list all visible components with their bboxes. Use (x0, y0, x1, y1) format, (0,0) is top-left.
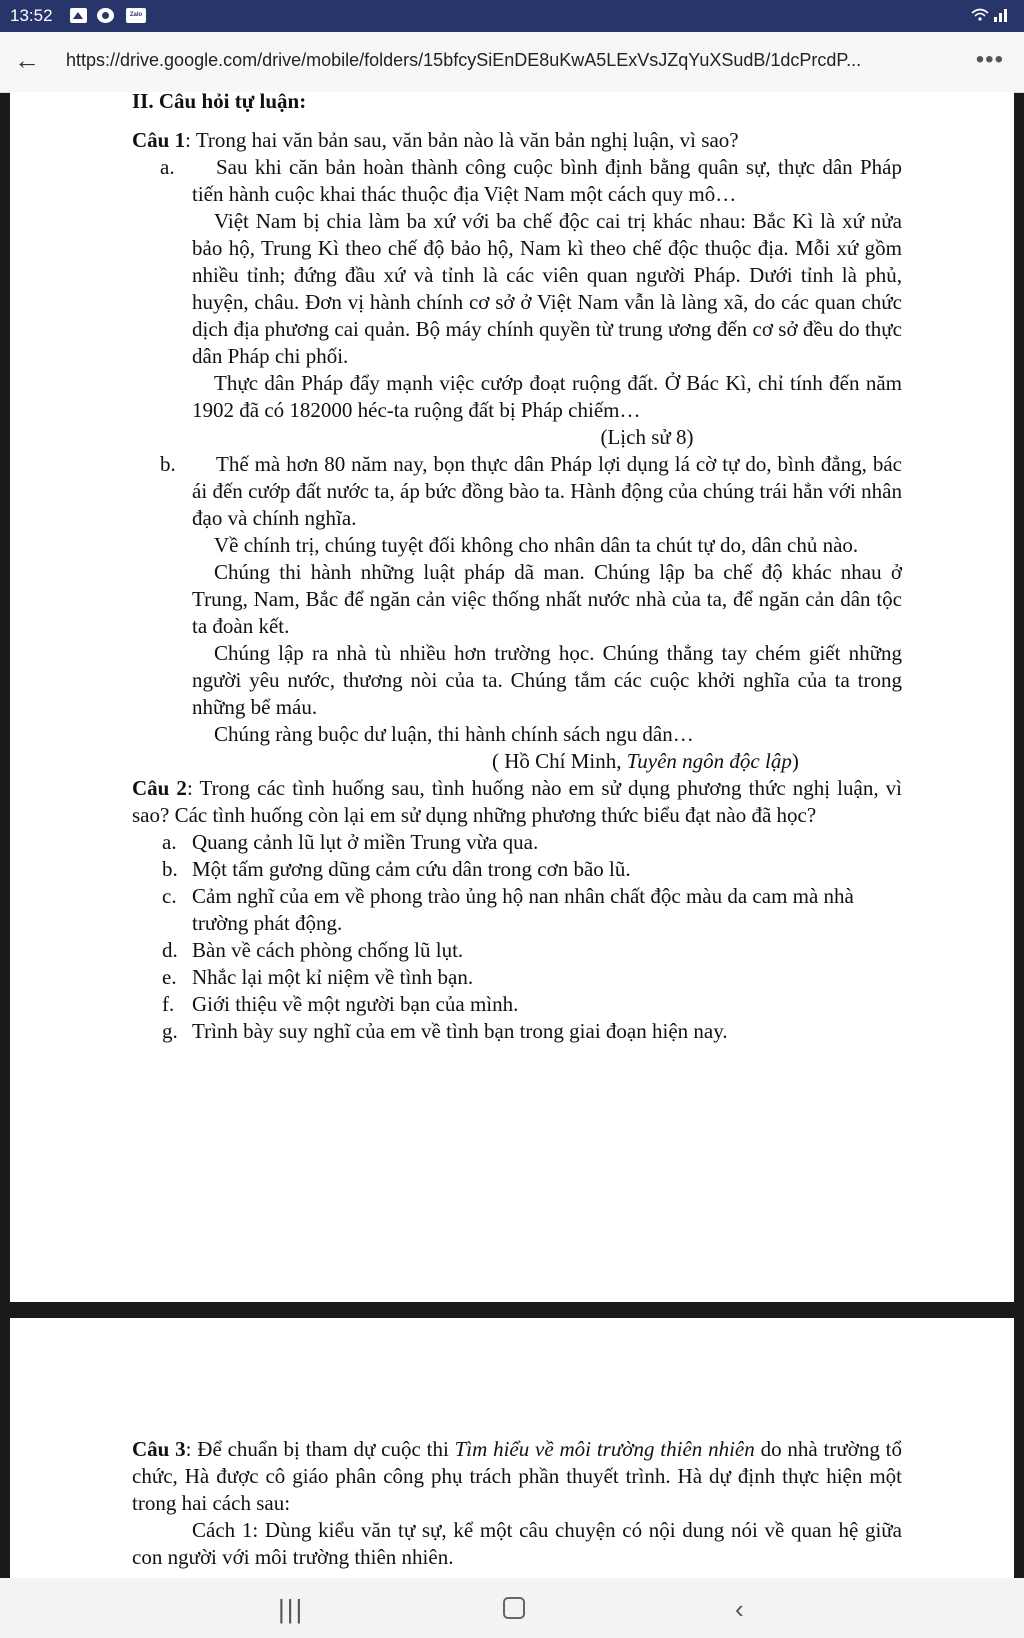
list-item-label: b. (162, 857, 178, 881)
q1-a-para2: Việt Nam bị chia làm ba xứ với ba chế độc cai trị khác nhau: Bắc Kì là xứ nửa bảo hộ, Trung Kì theo chế độ bảo hộ, Nam kì theo chế độc thuộc địa. Mỗi xứ gồm nhiều tỉnh; đứng đầu xứ và tỉnh là các viên quan người Pháp. Dưới tỉnh là phủ, huyện, châu. Đơn vị hành chính cơ sở ở Việt Nam vẫn là làng xã, do các quan chức dịch địa phương cai quản. Bộ máy chính quyền từ trung ương đến cơ sở đều do thực dân Pháp chi phối. (192, 209, 902, 368)
q1-b-para2: Về chính trị, chúng tuyệt đối không cho nhân dân ta chút tự do, dân chủ nào. (214, 533, 859, 557)
list-item (132, 991, 902, 1018)
question-1 (132, 127, 902, 154)
question-3-label: Câu 3 (132, 1437, 186, 1461)
section-heading: II. Câu hỏi tự luận: (132, 92, 307, 113)
zalo-icon: Zalo (126, 8, 146, 23)
list-item-text: Bàn về cách phòng chống lũ lụt. (192, 938, 464, 962)
question-2-text: : Trong các tình huống sau, tình huống nào em sử dụng phương thức nghị luận, vì sao? Các tình huống còn lại em sử dụng những phương thức biểu đạt nào đã học? (132, 776, 902, 827)
system-nav-bar (0, 1578, 1024, 1638)
list-item-label: c. (162, 884, 177, 908)
q2-list (132, 829, 902, 1045)
home-icon[interactable] (503, 1597, 525, 1619)
recent-apps-icon[interactable]: ||| (278, 1594, 305, 1624)
question-3 (132, 1436, 902, 1517)
list-item-label: a. (162, 830, 177, 854)
question-1-label: Câu 1 (132, 128, 186, 152)
more-horizontal-icon[interactable]: ••• (975, 46, 1004, 73)
list-item-label: g. (162, 1019, 178, 1043)
q1-a-para1: Sau khi căn bản hoàn thành công cuộc bình định bằng quân sự, thực dân Pháp tiến hành cuộc khai thác thuộc địa Việt Nam một cách quy mô… (192, 155, 902, 206)
question-1-text: : Trong hai văn bản sau, văn bản nào là văn bản nghị luận, vì sao? (185, 128, 739, 152)
signal-icon (970, 7, 1010, 23)
q1-a-para3: Thực dân Pháp đẩy mạnh việc cướp đoạt ruộng đất. Ở Bác Kì, chỉ tính đến năm 1902 đã có 182000 héc-ta ruộng đất bị Pháp chiếm… (192, 371, 902, 422)
list-item (132, 1018, 902, 1045)
q1-b-source (132, 748, 902, 775)
q3-method-1: Cách 1: Dùng kiểu văn tự sự, kể một câu chuyện có nội dung nói về quan hệ giữa con người với môi trường thiên nhiên. (132, 1518, 902, 1569)
q1-item-a (132, 154, 902, 208)
list-item-text: Quang cảnh lũ lụt ở miền Trung vừa qua. (192, 830, 539, 854)
browser-url-bar (0, 32, 1024, 93)
document-page-1 (10, 92, 1014, 1302)
q1-item-a-label: a. (160, 155, 175, 179)
list-item-text: Trình bày suy nghĩ của em về tình bạn trong giai đoạn hiện nay. (192, 1019, 728, 1043)
list-item-label: d. (162, 938, 178, 962)
q1-b-para5: Chúng ràng buộc dư luận, thi hành chính sách ngu dân… (214, 722, 694, 746)
question-3-text-before: : Để chuẩn bị tham dự cuộc thi (185, 1437, 455, 1461)
list-item-text: Nhắc lại một kỉ niệm về tình bạn. (192, 965, 474, 989)
list-item (132, 856, 902, 883)
list-item (132, 964, 902, 991)
list-item-text: Một tấm gương dũng cảm cứu dân trong cơn bão lũ. (192, 857, 631, 881)
list-item (132, 937, 902, 964)
q1-b-para3: Chúng thi hành những luật pháp dã man. Chúng lập ba chế độ khác nhau ở Trung, Nam, Bắc để ngăn cản việc thống nhất nước nhà của ta, để ngăn cản dân tộc ta đoàn kết. (192, 560, 902, 638)
list-item (132, 883, 902, 937)
q1-b-source-author: ( Hồ Chí Minh, (492, 749, 627, 773)
q1-a-source: (Lịch sử 8) (600, 425, 694, 449)
list-item-text: Cảm nghĩ của em về phong trào ủng hộ nan nhân chất độc màu da cam mà nhà trường phát động. (192, 884, 854, 935)
url-text[interactable]: https://drive.google.com/drive/mobile/folders/15bfcySiEnDE8uKwA5LExVsJZqYuXSudB/1dcPrcdP... (66, 50, 862, 70)
list-item-text: Giới thiệu về một người bạn của mình. (192, 992, 519, 1016)
q1-b-source-title: Tuyên ngôn độc lập (626, 749, 792, 773)
q1-item-b (132, 451, 902, 532)
image-icon (70, 8, 87, 23)
arrow-left-icon[interactable]: ← (14, 45, 40, 75)
list-item (132, 829, 902, 856)
document-page-2 (10, 1318, 1014, 1578)
q1-item-b-label: b. (160, 452, 176, 476)
back-icon[interactable]: ‹ (735, 1594, 744, 1624)
document-content-2 (132, 1436, 902, 1571)
list-item-label: f. (162, 992, 175, 1016)
question-2-label: Câu 2 (132, 776, 187, 800)
wifi-signal-icon (970, 7, 1010, 26)
question-2 (132, 775, 902, 829)
clock: 13:52 (10, 6, 53, 25)
question-3-contest: Tìm hiểu về môi trường thiên nhiên (454, 1437, 755, 1461)
q1-b-para1: Thế mà hơn 80 năm nay, bọn thực dân Pháp lợi dụng lá cờ tự do, bình đẳng, bác ái đến cướp đất nước ta, áp bức đồng bào ta. Hành động của chúng trái hẳn với nhân đạo và chính nghĩa. (192, 452, 902, 530)
question-3-text-after: do nhà trường tổ chức, Hà được cô giáo phân công phụ trách phần thuyết trình. Hà dự định thực hiện một trong hai cách sau: (132, 1437, 902, 1515)
circle-icon (97, 8, 114, 23)
list-item-label: e. (162, 965, 177, 989)
status-bar (0, 0, 1024, 32)
document-content (132, 92, 902, 1045)
q1-b-para4: Chúng lập ra nhà tù nhiều hơn trường học. Chúng thẳng tay chém giết những người yêu nước, thương nòi của ta. Chúng tắm các cuộc khởi nghĩa của ta trong những bể máu. (192, 641, 902, 719)
q1-b-source-close: ) (791, 749, 799, 773)
